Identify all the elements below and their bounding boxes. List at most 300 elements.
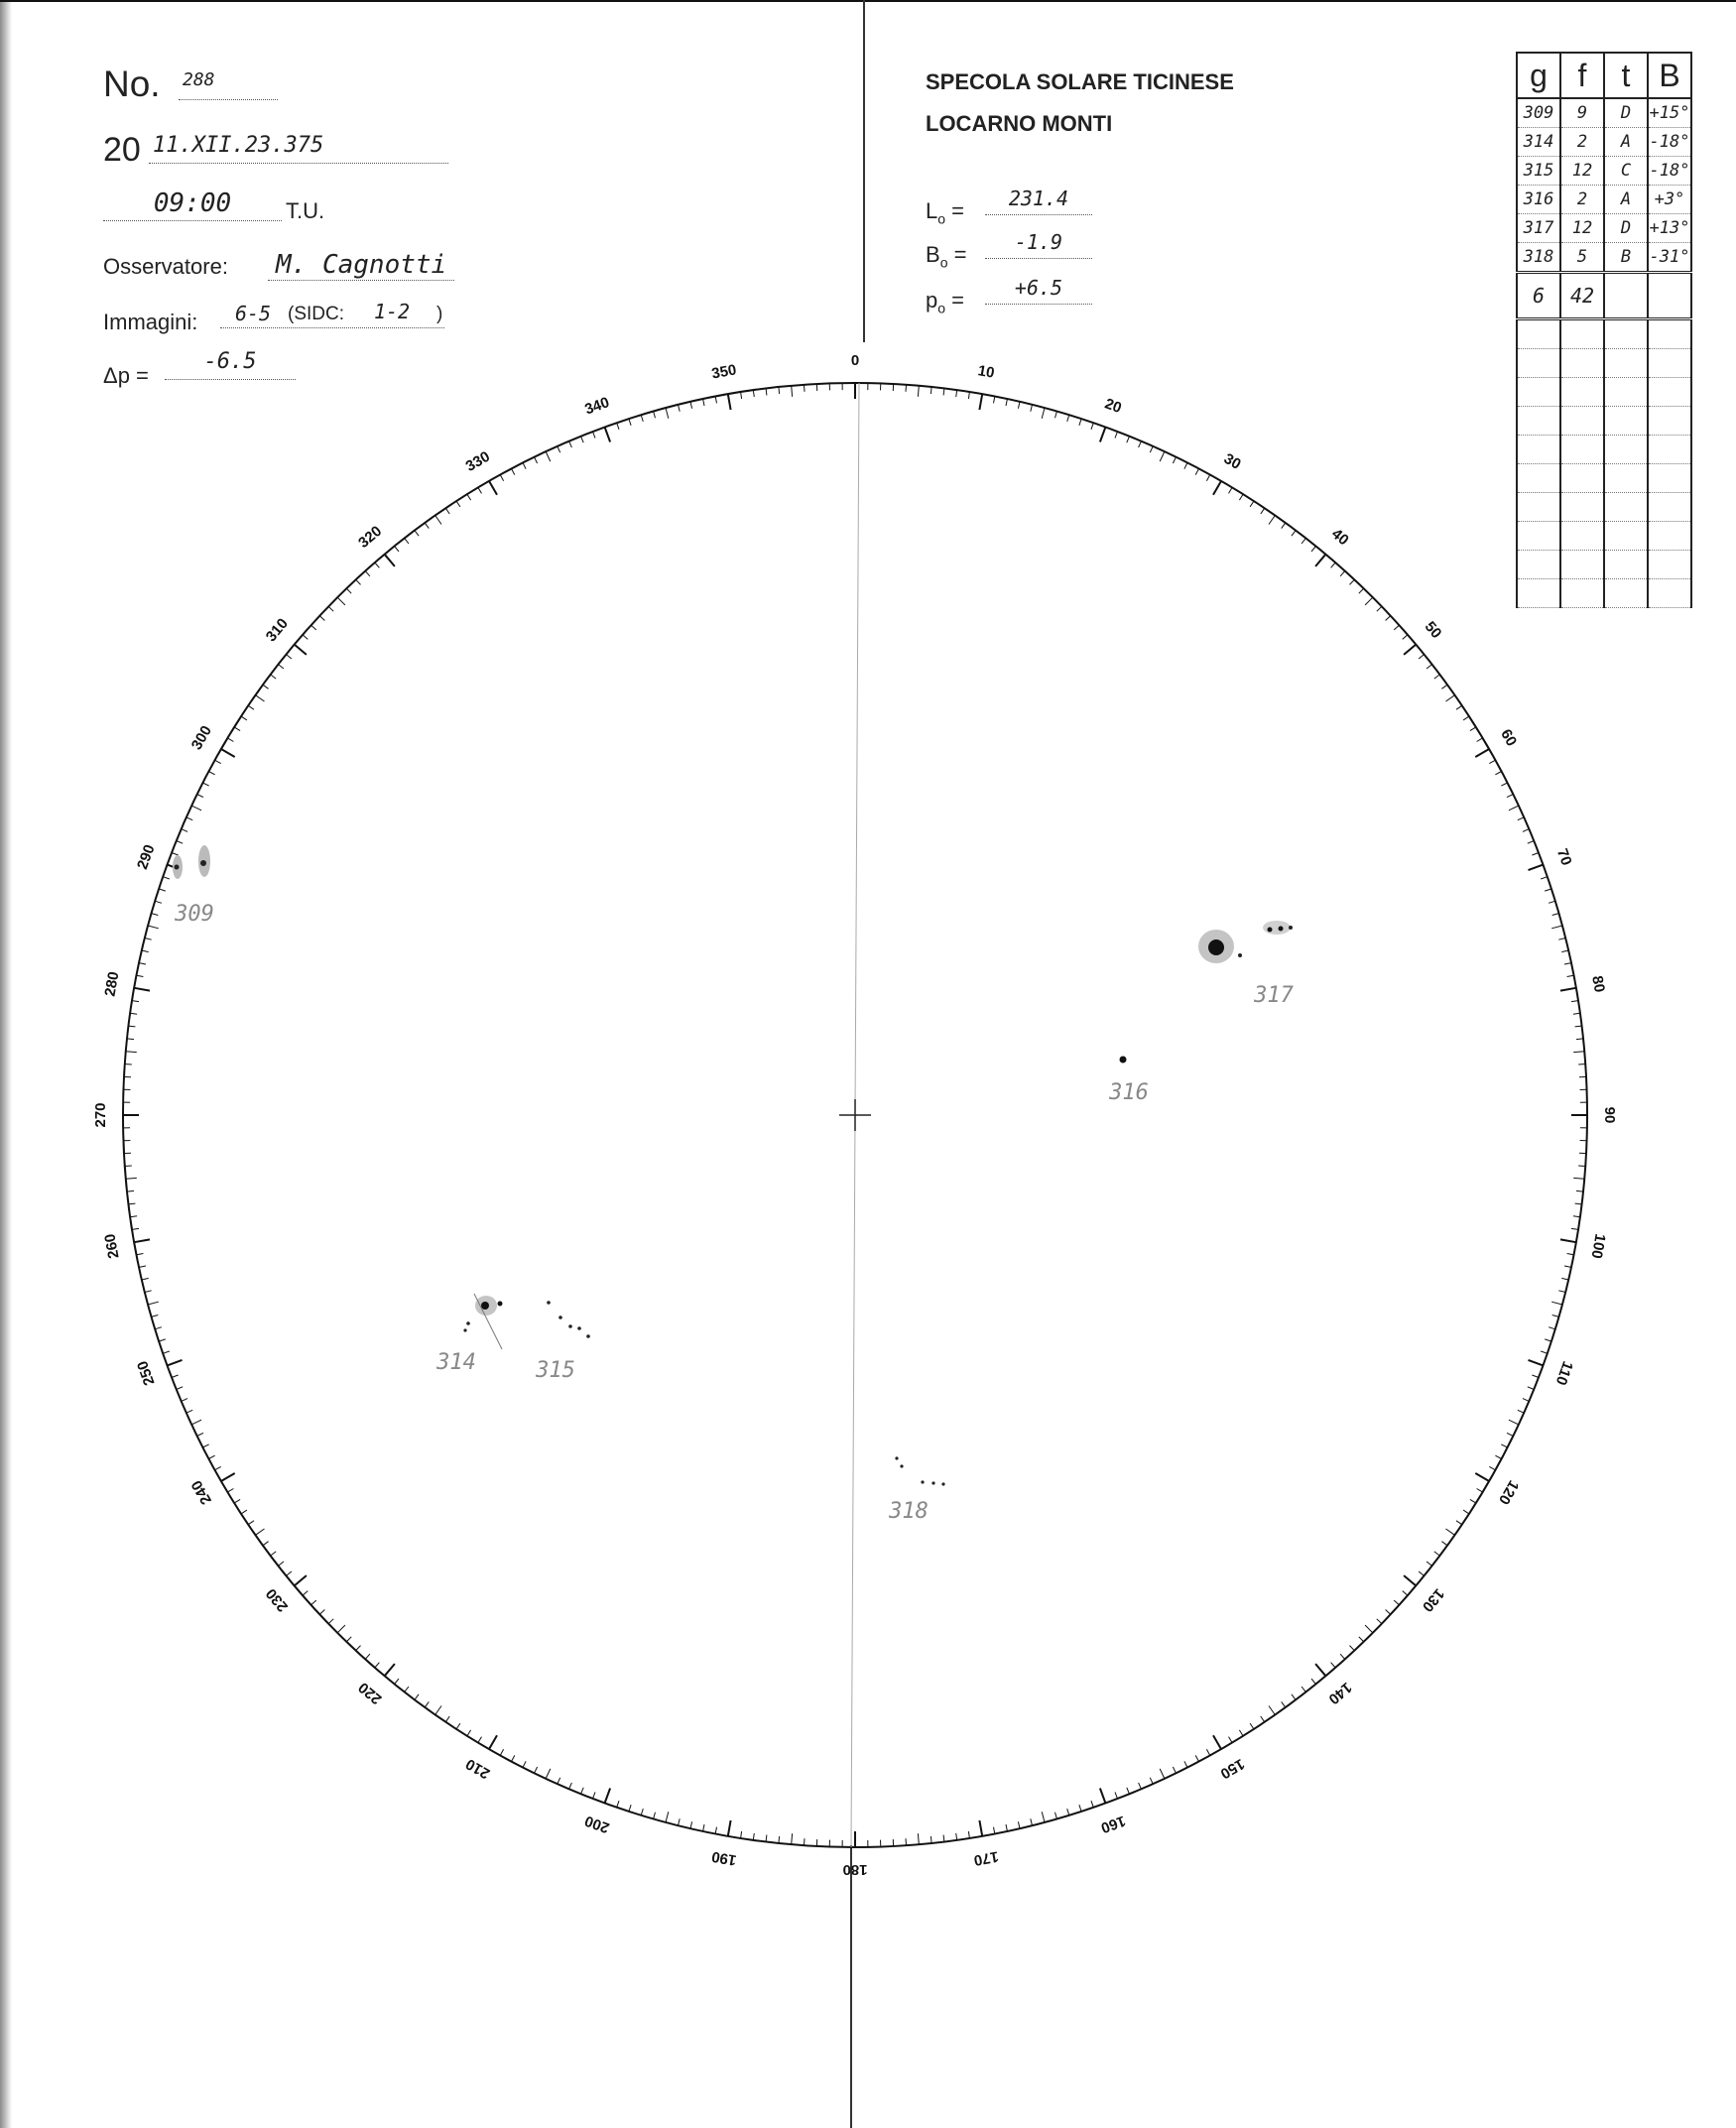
degree-tick [202,1444,208,1447]
degree-tick [1184,462,1187,468]
degree-label: 310 [262,615,292,646]
degree-tick [558,1778,560,1784]
penumbra [1263,921,1291,935]
table-cell[interactable]: A [1604,128,1648,157]
degree-tick [126,1178,137,1179]
degree-label: 50 [1421,618,1445,643]
degree-tick [356,1646,361,1651]
degree-tick [1567,975,1574,976]
sunspot [586,1334,590,1338]
degree-tick [500,475,503,481]
degree-label: 270 [91,1102,109,1128]
degree-tick [1532,853,1539,856]
degree-tick [792,1833,793,1844]
degree-tick [979,1820,982,1836]
group-label-315: 315 [536,1358,575,1383]
param-l0-field[interactable]: 231.4 [985,187,1092,215]
degree-label: 10 [976,362,996,382]
degree-tick [728,394,731,410]
degree-tick [1434,675,1440,679]
degree-tick [1419,655,1424,659]
param-p0-field[interactable]: +6.5 [985,276,1092,305]
degree-tick [1031,405,1033,412]
degree-tick [1173,457,1176,463]
degree-tick [152,1315,159,1317]
degree-tick [1404,1575,1416,1585]
degree-tick [1055,1813,1057,1819]
degree-tick [489,1735,497,1749]
table-cell[interactable]: -18° [1648,157,1691,186]
degree-tick [1292,531,1296,537]
degree-tick [1518,817,1524,820]
degree-tick [1541,877,1548,879]
degree-tick [1067,1809,1069,1815]
degree-label: 330 [462,447,493,475]
table-cell[interactable]: 314 [1517,128,1560,157]
degree-tick [1394,1600,1399,1605]
degree-tick [593,432,596,438]
degree-tick [930,1836,931,1843]
number-field[interactable]: 288 [179,69,278,100]
time-unit-label: T.U. [286,198,325,223]
degree-tick [271,675,277,679]
degree-tick [1031,1818,1033,1825]
degree-tick [1545,1339,1551,1341]
degree-tick [227,1489,233,1493]
table-cell[interactable]: 318 [1517,243,1560,273]
degree-tick [182,1399,187,1402]
param-l0-label: $L_o$ = [926,198,965,227]
degree-tick [1477,1489,1483,1493]
degree-tick [425,1701,429,1707]
degree-tick [395,1679,399,1684]
degree-tick [968,1831,969,1838]
degree-tick [129,1026,136,1027]
degree-tick [1470,1499,1476,1503]
degree-tick [1549,901,1555,903]
degree-tick [1558,939,1565,940]
degree-tick [1206,475,1209,481]
degree-label: 120 [1495,1477,1523,1508]
degree-tick [1365,1625,1373,1633]
degree-tick [1403,1591,1408,1596]
degree-tick [569,1783,572,1789]
param-p0-label: $p_o$ = [926,288,965,316]
table-cell[interactable]: 5 [1560,243,1604,273]
degree-tick [1475,1473,1489,1481]
table-cell[interactable]: D [1604,214,1648,243]
table-cell[interactable]: +13° [1648,214,1691,243]
degree-tick [1552,1315,1559,1317]
degree-tick [1302,538,1305,544]
degree-tick [1434,1552,1440,1556]
table-cell[interactable]: 316 [1517,186,1560,214]
degree-tick [943,1835,944,1842]
degree-tick [142,950,149,952]
table-total-cell[interactable]: 42 [1560,273,1604,319]
degree-tick [1018,1821,1020,1828]
degree-tick [1006,399,1007,406]
degree-tick [1079,1805,1081,1812]
degree-tick [303,635,308,640]
degree-tick [1195,468,1198,474]
degree-label: 100 [1587,1232,1609,1260]
table-cell[interactable]: 2 [1560,186,1604,214]
sidc-label: (SIDC: [288,304,344,324]
degree-tick [1055,412,1057,419]
group-label-309: 309 [175,902,214,927]
degree-tick [535,457,538,463]
table-cell[interactable]: +15° [1648,98,1691,128]
degree-label: 70 [1552,846,1575,868]
degree-tick [295,645,307,655]
degree-tick [1350,1646,1355,1651]
degree-tick [1561,1278,1568,1280]
degree-tick [1115,1792,1118,1799]
degree-tick [968,392,969,399]
degree-tick [311,1600,316,1605]
degree-tick [593,1792,596,1799]
sunspot [900,1464,903,1467]
table-cell[interactable]: -18° [1648,128,1691,157]
degree-tick [467,1730,471,1736]
date-prefix: 20 [103,131,141,169]
degree-tick [641,1809,643,1815]
degree-tick [375,1663,380,1668]
degree-tick [753,390,754,397]
degree-tick [1470,727,1476,731]
sunspot [558,1315,562,1319]
table-cell[interactable]: D [1604,98,1648,128]
degree-tick [1551,1302,1562,1305]
degree-tick [1127,437,1130,443]
degree-tick [425,523,429,529]
degree-tick [191,806,201,811]
table-cell[interactable]: 317 [1517,214,1560,243]
degree-tick [152,914,159,916]
degree-tick [581,1788,584,1795]
degree-tick [337,597,345,605]
degree-tick [145,939,152,940]
degree-tick [741,1831,742,1838]
degree-tick [125,1166,132,1167]
degree-tick [328,606,333,611]
degree-tick [263,1542,269,1546]
degree-tick [918,1833,919,1844]
degree-tick [1426,665,1432,669]
degree-tick [202,783,208,786]
images-field[interactable]: 6-5 [234,302,272,325]
degree-tick [766,389,767,396]
degree-tick [1501,1444,1507,1447]
degree-tick [1441,1542,1447,1546]
degree-tick [1477,738,1483,742]
degree-tick [1419,1571,1424,1575]
degree-label: 150 [1217,1755,1248,1783]
degree-tick [1042,408,1045,419]
degree-tick [779,387,780,394]
degree-tick [159,1339,166,1341]
degree-label: 30 [1220,449,1244,473]
degree-label: 260 [101,1232,123,1260]
degree-tick [1350,579,1355,584]
degree-tick [728,1820,731,1836]
degree-tick [1018,402,1020,409]
group-labels-layer [174,902,1294,1524]
degree-tick [1489,760,1495,763]
observer-field[interactable]: M. Cagnotti [268,250,454,281]
delta-p-label: Δp = [103,363,149,388]
degree-label: 300 [187,722,215,753]
degree-tick [415,1694,419,1700]
degree-tick [1552,914,1559,916]
degree-tick [365,571,370,576]
degree-tick [1315,555,1325,566]
table-cell[interactable]: -31° [1648,243,1691,273]
sunspot [463,1328,466,1331]
degree-tick [127,1039,134,1040]
degree-tick [435,516,441,525]
degree-tick [1541,1351,1548,1353]
degree-tick [569,441,572,447]
degree-label: 60 [1497,726,1521,750]
degree-tick [1091,423,1093,430]
degree-label: 340 [582,394,612,419]
degree-tick [248,1521,254,1525]
degree-tick [641,415,643,422]
degree-tick [197,1433,203,1436]
table-cell[interactable]: A [1604,186,1648,214]
date-field[interactable]: 11.XII.23.375 [149,133,448,164]
sidc-close-paren: ) [436,304,443,324]
table-cell[interactable]: C [1604,157,1648,186]
degree-tick [1311,1679,1315,1684]
group-label-316: 316 [1109,1080,1149,1105]
images-label: Immagini: [103,310,198,334]
degree-tick [208,772,214,775]
sunspot [1120,1057,1127,1064]
degree-tick [155,901,162,903]
degree-label: 160 [1098,1812,1128,1836]
group-label-314: 314 [436,1350,476,1375]
sidc-field[interactable]: 1-2 [373,300,411,323]
degree-tick [1573,1216,1580,1217]
sunspot [568,1324,572,1328]
sunspots-layer [173,845,1293,1486]
degree-tick [1507,795,1513,798]
degree-label: 90 [1601,1106,1619,1124]
degree-tick [1523,829,1529,832]
degree-tick [1560,988,1576,991]
number-label: No. [103,63,161,104]
degree-tick [385,555,395,566]
column-header-g: g [1517,53,1560,98]
table-cell[interactable]: 309 [1517,98,1560,128]
time-field[interactable]: 09:00 [103,188,282,221]
degree-tick [1561,950,1568,952]
degree-tick [500,1749,503,1755]
degree-tick [979,394,982,410]
sunspot [200,860,206,866]
degree-tick [535,1767,538,1773]
degree-tick [132,1001,139,1002]
degree-tick [1261,508,1265,514]
degree-tick [125,1064,132,1065]
table-cell[interactable]: 9 [1560,98,1604,128]
degree-tick [445,1716,449,1722]
degree-tick [805,1838,806,1845]
degree-tick [906,385,907,392]
degree-label: 80 [1588,974,1608,994]
degree-label: 200 [582,1812,612,1836]
degree-tick [1528,1387,1535,1390]
degree-tick [182,829,187,832]
degree-tick [805,385,806,392]
degree-tick [256,695,265,701]
degree-tick [1386,1610,1391,1615]
degree-tick [1239,494,1243,500]
degree-tick [1489,1466,1495,1469]
degree-tick [1578,1166,1585,1167]
observer-label: Osservatore: [103,254,228,279]
degree-label: 280 [101,970,123,998]
degree-tick [1564,1266,1571,1267]
degree-tick [1331,1663,1336,1668]
degree-tick [1528,841,1535,844]
degree-tick [478,1737,482,1743]
degree-tick [1518,1410,1524,1413]
degree-tick [1571,1001,1578,1002]
degree-tick [1292,1694,1296,1700]
sunspot [466,1321,470,1325]
degree-tick [1501,783,1507,786]
degree-label: 250 [134,1358,159,1388]
degree-tick [241,716,247,720]
param-b0-field[interactable]: -1.9 [985,230,1092,259]
table-total-cell[interactable]: 6 [1517,273,1560,319]
table-cell[interactable]: 2 [1560,128,1604,157]
degree-tick [1426,1562,1432,1565]
degree-tick [295,1575,307,1585]
degree-tick [346,1637,351,1642]
degree-tick [779,1836,780,1843]
degree-tick [129,1203,136,1204]
degree-tick [994,1827,995,1834]
degree-tick [1507,1433,1513,1436]
sunspot [175,865,180,870]
degree-tick [1463,1510,1469,1514]
degree-tick [1549,1327,1555,1329]
degree-tick [1545,889,1551,891]
table-cell[interactable]: 12 [1560,157,1604,186]
degree-tick [666,408,669,419]
degree-tick [1365,597,1373,605]
degree-tick [395,547,399,552]
degree-tick [1377,1619,1382,1624]
degree-tick [703,399,704,406]
degree-label: 290 [134,842,159,872]
degree-tick [1403,635,1408,640]
degree-tick [1446,695,1455,701]
degree-tick [177,841,184,844]
degree-label: 20 [1102,395,1124,418]
sunspot [1268,928,1273,933]
degree-tick [581,437,584,443]
degree-tick [445,508,449,514]
degree-tick [1495,772,1501,775]
degree-tick [1386,616,1391,621]
degree-label: 320 [355,522,386,552]
degree-tick [1495,1455,1501,1458]
table-cell[interactable]: B [1604,243,1648,273]
degree-tick [1160,451,1165,461]
degree-tick [405,538,409,544]
table-cell[interactable]: +3° [1648,186,1691,214]
degree-tick [1558,1291,1565,1293]
degree-label: 0 [850,351,860,369]
degree-tick [456,1723,460,1729]
degree-tick [512,1755,515,1761]
degree-label: 180 [842,1861,868,1879]
degree-tick [1404,645,1416,655]
degree-tick [139,1266,146,1267]
degree-tick [221,749,235,757]
degree-tick [303,1591,308,1596]
degree-tick [467,494,471,500]
degree-tick [456,501,460,507]
degree-tick [234,1499,240,1503]
table-cell[interactable]: 12 [1560,214,1604,243]
degree-tick [405,1687,409,1692]
degree-tick [629,419,631,426]
degree-tick [319,1610,324,1615]
degree-tick [753,1833,754,1840]
degree-tick [365,1654,370,1659]
sunspot [921,1480,924,1483]
degree-tick [137,1254,144,1255]
degree-tick [546,451,551,461]
degree-tick [512,468,515,474]
column-header-b: B [1648,53,1691,98]
degree-tick [1446,1529,1455,1535]
degree-tick [1377,606,1382,611]
degree-label: 220 [355,1679,386,1708]
degree-label: 210 [462,1755,493,1783]
degree-tick [130,1216,137,1217]
degree-tick [1250,501,1254,507]
degree-tick [263,685,269,688]
table-cell[interactable]: 315 [1517,157,1560,186]
degree-tick [148,1302,159,1305]
degree-tick [278,665,284,669]
degree-tick [1269,516,1275,525]
degree-tick [690,1821,692,1828]
column-header-t: t [1604,53,1648,98]
degree-tick [1575,1203,1582,1204]
degree-tick [1006,1824,1007,1831]
delta-p-field[interactable]: -6.5 [165,349,296,380]
sunspot [498,1302,503,1307]
degree-tick [546,1769,551,1779]
degree-tick [1571,1228,1578,1229]
degree-tick [1573,1013,1580,1014]
degree-tick [1560,1239,1576,1242]
degree-tick [478,487,482,493]
degree-tick [1173,1767,1176,1773]
degree-tick [168,1360,183,1366]
param-b0-label: $B_o$ = [926,242,967,271]
degree-tick [703,1824,704,1831]
